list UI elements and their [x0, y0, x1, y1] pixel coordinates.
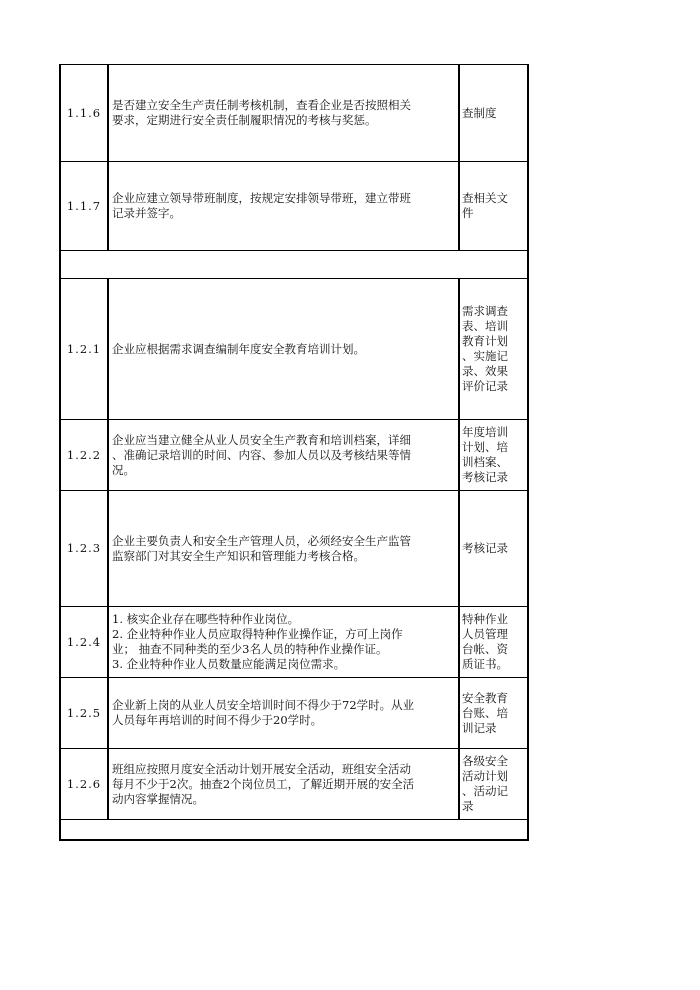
method-line: 、活动记	[462, 784, 508, 798]
item-description	[108, 607, 459, 678]
desc-line: 是否建立安全生产责任制考核机制，查看企业是否按照相关	[112, 98, 411, 112]
item-description	[108, 678, 459, 749]
item-number: 1.2.5	[60, 678, 108, 749]
item-number: 1.1.7	[60, 162, 108, 251]
method-line: 安全教育	[462, 690, 508, 705]
table-row	[60, 65, 528, 162]
method-line: 台账、培	[462, 705, 508, 720]
method-line: 训记录	[462, 720, 497, 735]
table-row	[60, 279, 528, 420]
desc-line: 要求，定期进行安全责任制履职情况的考核与奖惩。	[112, 113, 377, 127]
method-line: 人员管理	[462, 627, 508, 641]
table-row	[60, 749, 528, 820]
check-method	[459, 749, 528, 820]
checklist-table	[59, 64, 529, 841]
method-line: 查制度	[462, 105, 497, 120]
item-description	[108, 279, 459, 420]
table-row	[60, 607, 528, 678]
desc-line: 业； 抽查不同种类的至少3名人员的特种作业操作证。	[112, 642, 388, 656]
section-header-row	[60, 820, 528, 840]
check-method	[459, 65, 528, 162]
check-method	[459, 607, 528, 678]
method-line: 考核记录	[462, 470, 508, 484]
desc-line: 企业应当建立健全从业人员安全生产教育和培训档案，详细	[112, 432, 411, 447]
method-line: 录、效果	[462, 364, 508, 378]
desc-line: 班组应按照月度安全活动计划开展安全活动，班组安全活动	[112, 761, 411, 776]
section-heading-2	[60, 251, 528, 279]
desc-line: 、准确记录培训的时间、内容、参加人员以及考核结果等情	[112, 447, 411, 462]
method-line: 录	[462, 799, 474, 813]
check-method	[459, 279, 528, 420]
method-line: 评价记录	[462, 379, 508, 393]
method-line: 活动计划	[462, 769, 508, 783]
method-line: 表、培训	[462, 319, 508, 333]
table-row	[60, 491, 528, 607]
desc-line: 记录并签字。	[112, 206, 181, 220]
desc-line: 企业应建立领导带班制度，按规定安排领导带班，建立带班	[112, 191, 411, 205]
table-row	[60, 678, 528, 749]
desc-line: 企业应根据需求调查编制年度安全教育培训计划。	[112, 341, 365, 356]
method-line: 训档案、	[462, 455, 508, 469]
desc-line: 每月不少于2次。抽查2个岗位员工，了解近期开展的安全活	[112, 776, 415, 791]
item-number: 1.2.3	[60, 491, 108, 607]
check-method	[459, 420, 528, 491]
desc-line: 况。	[112, 462, 135, 477]
desc-line: 企业新上岗的从业人员安全培训时间不得少于72学时。从业	[112, 698, 415, 712]
method-line: 台帐、资	[462, 642, 508, 656]
desc-line: 动内容掌握情况。	[112, 791, 204, 806]
desc-line: 人员每年再培训的时间不得少于20学时。	[112, 713, 323, 727]
check-method	[459, 678, 528, 749]
item-number: 1.1.6	[60, 65, 108, 162]
section-heading-3	[60, 820, 528, 840]
check-method	[459, 162, 528, 251]
method-line: 计划、培	[462, 440, 508, 454]
desc-line: 1. 核实企业存在哪些特种作业岗位。	[112, 612, 300, 626]
section-header-row	[60, 251, 528, 279]
method-line: 教育计划	[462, 334, 508, 348]
desc-line: 3. 企业特种作业人员数量应能满足岗位需求。	[112, 657, 346, 671]
table-row	[60, 162, 528, 251]
item-number: 1.2.1	[60, 279, 108, 420]
check-method	[459, 491, 528, 607]
method-line: 特种作业	[462, 612, 508, 626]
item-number: 1.2.6	[60, 749, 108, 820]
item-description	[108, 65, 459, 162]
item-description	[108, 162, 459, 251]
method-line: 件	[462, 206, 474, 220]
item-description	[108, 749, 459, 820]
desc-line: 监察部门对其安全生产知识和管理能力考核合格。	[112, 548, 365, 563]
method-line: 、实施记	[462, 349, 508, 363]
method-line: 年度培训	[462, 425, 508, 439]
desc-line: 企业主要负责人和安全生产管理人员，必须经安全生产监管	[112, 533, 411, 548]
item-number: 1.2.2	[60, 420, 108, 491]
item-description	[108, 420, 459, 491]
item-description	[108, 491, 459, 607]
desc-line: 2. 企业特种作业人员应取得特种作业操作证，方可上岗作	[112, 627, 403, 641]
method-line: 质证书。	[462, 657, 508, 671]
method-line: 查相关文	[462, 191, 508, 205]
method-line: 需求调查	[462, 304, 508, 318]
table-row	[60, 420, 528, 491]
method-line: 考核记录	[462, 541, 508, 555]
item-number: 1.2.4	[60, 607, 108, 678]
method-line: 各级安全	[462, 754, 508, 768]
